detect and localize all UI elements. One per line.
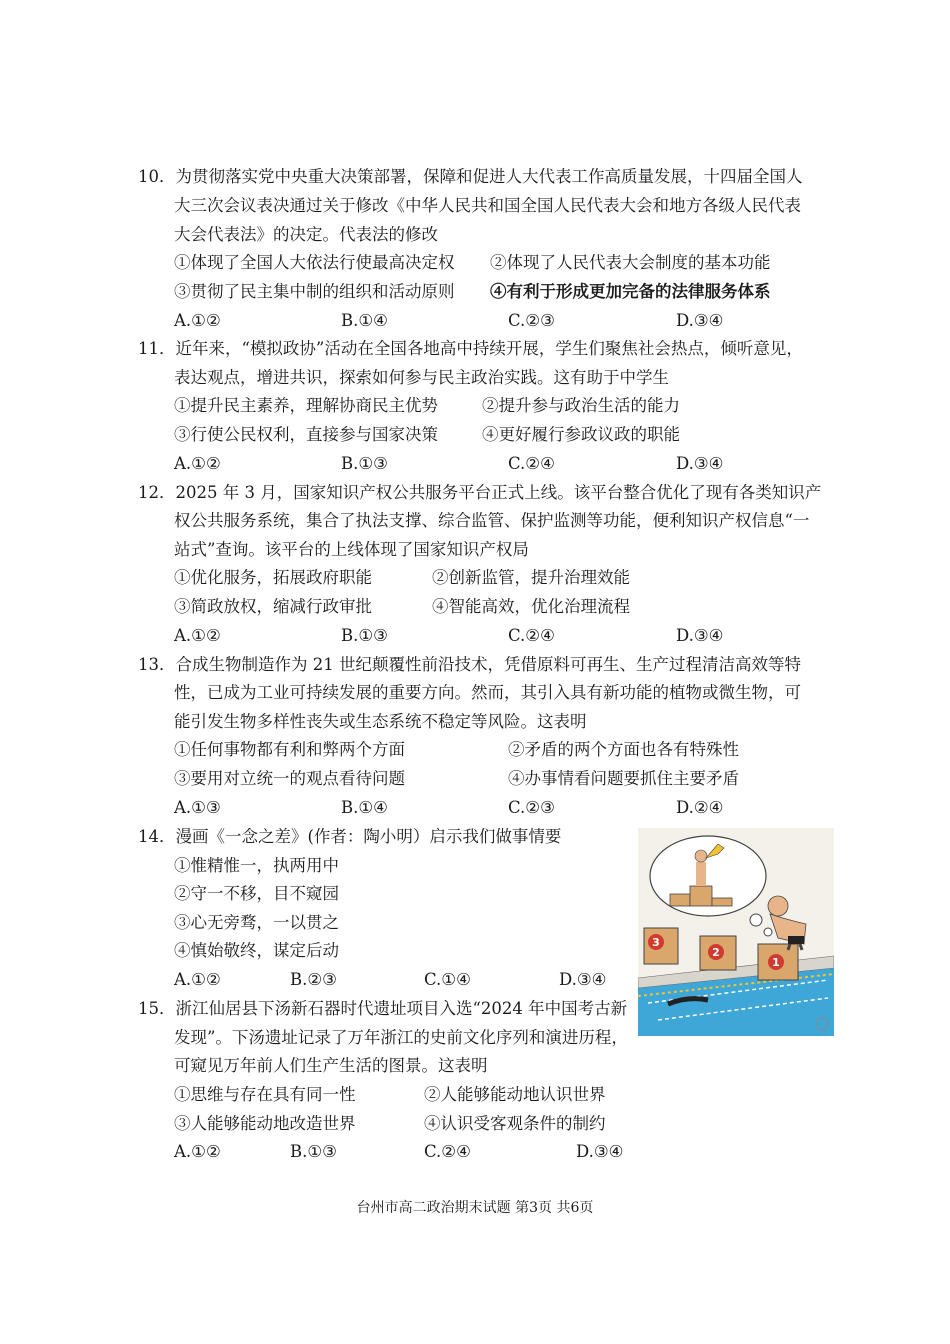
q11-stem-line-2: 表达观点，增进共识，探索如何参与民主政治实践。这有助于中学生 [174,368,669,387]
q13-stem-line-3: 能引发生物多样性丧失或生态系统不稳定等风险。这表明 [174,712,587,731]
q13-choice-c: C.②③ [508,798,555,817]
q10-statement-1: ①体现了全国人大依法行使最高决定权 [174,253,455,272]
q12-choice-c: C.②④ [508,626,555,645]
q13-choice-a: A.①③ [174,798,221,817]
q10-statement-3: ③贯彻了民主集中制的组织和活动原则 [174,282,455,301]
q12-choice-b: B.①③ [341,626,388,645]
q11-choice-d: D.③④ [676,454,724,473]
q14-statement-1: ①惟精惟一，执两用中 [174,856,339,875]
q12-stem-line-3: 站式”查询。该平台的上线体现了国家知识产权局 [174,540,529,559]
q15-stem-line-1: 15．浙江仙居县下汤新石器时代遗址项目入选“2024 年中国考古新 [138,999,628,1018]
q13-statement-4: ④办事情看问题要抓住主要矛盾 [508,769,739,788]
q11-stem-line-1: 11．近年来，“模拟政协”活动在全国各地高中持续开展，学生们聚焦社会热点，倾听意见， [138,339,803,358]
badge-3-label: 3 [652,936,660,949]
q12-choice-a: A.①② [174,626,221,645]
q12-statement-1: ①优化服务，拓展政府职能 [174,568,372,587]
q11-statement-3: ③行使公民权利，直接参与国家决策 [174,425,438,444]
q14-statement-2: ②守一不移，目不窥园 [174,884,339,903]
q10-statement-4: ④有利于形成更加完备的法律服务体系 [490,282,771,301]
q14-choice-d: D.③④ [559,970,607,989]
q10-stem-line-2: 大三次会议表决通过关于修改《中华人民共和国全国人民代表大会和地方各级人民代表 [174,196,801,215]
q11-statement-1: ①提升民主素养，理解协商民主优势 [174,396,438,415]
q15-choice-d: D.③④ [576,1142,624,1161]
q10-choice-b: B.①④ [341,311,388,330]
q15-choice-b: B.①③ [290,1142,337,1161]
q15-choice-a: A.①② [174,1142,221,1161]
q15-statement-2: ②人能够能动地认识世界 [424,1085,606,1104]
q13-stem-line-2: 性，已成为工业可持续发展的重要方向。然而，其引入具有新功能的植物或微生物，可 [174,683,801,702]
q10-choice-c: C.②③ [508,311,555,330]
q10-choice-a: A.①② [174,311,221,330]
cartoon-yi-nian-zhi-cha [638,828,834,1036]
q10-statement-2: ②体现了人民代表大会制度的基本功能 [490,253,771,272]
badge-2-label: 2 [712,946,720,959]
q13-choice-b: B.①④ [341,798,388,817]
q10-stem-line-1: 10．为贯彻落实党中央重大决策部署，保障和促进人大代表工作高质量发展，十四届全国人 [138,167,803,186]
page-footer: 台州市高二政治期末试题 第3页 共6页 [356,1200,594,1216]
q12-statement-3: ③简政放权，缩减行政审批 [174,597,372,616]
q13-choice-d: D.②④ [676,798,724,817]
q11-choice-c: C.②④ [508,454,555,473]
q10-choice-d: D.③④ [676,311,724,330]
q14-choice-a: A.①② [174,970,221,989]
swimmer-head [768,896,788,916]
q15-statement-1: ①思维与存在具有同一性 [174,1085,356,1104]
q10-stem-line-3: 大会代表法》的决定。代表法的修改 [174,225,438,244]
q12-stem-line-2: 权公共服务系统，集合了执法支撑、综合监管、保护监测等功能，便利知识产权信息“一 [174,511,810,530]
q11-statement-4: ④更好履行参政议政的职能 [482,425,680,444]
q14-stem-line-1: 14．漫画《一念之差》(作者：陶小明）启示我们做事情要 [138,827,562,846]
winner-figure [696,862,706,886]
q14-choice-b: B.②③ [290,970,337,989]
q12-stem-line-1: 12．2025 年 3 月，国家知识产权公共服务平台正式上线。该平台整合优化了现有各类知识产 [138,483,822,502]
q12-choice-d: D.③④ [676,626,724,645]
q15-statement-4: ④认识受客观条件的制约 [424,1114,606,1133]
q14-statement-4: ④慎始敬终，谋定后动 [174,941,339,960]
q11-statement-2: ②提升参与政治生活的能力 [482,396,680,415]
q11-choice-b: B.①③ [341,454,388,473]
q12-statement-4: ④智能高效，优化治理流程 [432,597,630,616]
q15-stem-line-2: 发现”。下汤遗址记录了万年浙江的史前文化序列和演进历程， [174,1028,628,1047]
q12-statement-2: ②创新监管，提升治理效能 [432,568,630,587]
q15-statement-3: ③人能够能动地改造世界 [174,1114,356,1133]
q15-choice-c: C.②④ [424,1142,471,1161]
q13-statement-3: ③要用对立统一的观点看待问题 [174,769,405,788]
q13-statement-2: ②矛盾的两个方面也各有特殊性 [508,740,739,759]
q15-stem-line-3: 可窥见万年前人们生产生活的图景。这表明 [174,1056,488,1075]
q14-statement-3: ③心无旁骛，一以贯之 [174,913,339,932]
q14-choice-c: C.①④ [424,970,471,989]
q13-statement-1: ①任何事物都有利和弊两个方面 [174,740,405,759]
badge-1-label: 1 [772,956,780,969]
q13-stem-line-1: 13．合成生物制造作为 21 世纪颠覆性前沿技术，凭借原料可再生、生产过程清洁高效等特 [138,655,801,674]
q11-choice-a: A.①② [174,454,221,473]
